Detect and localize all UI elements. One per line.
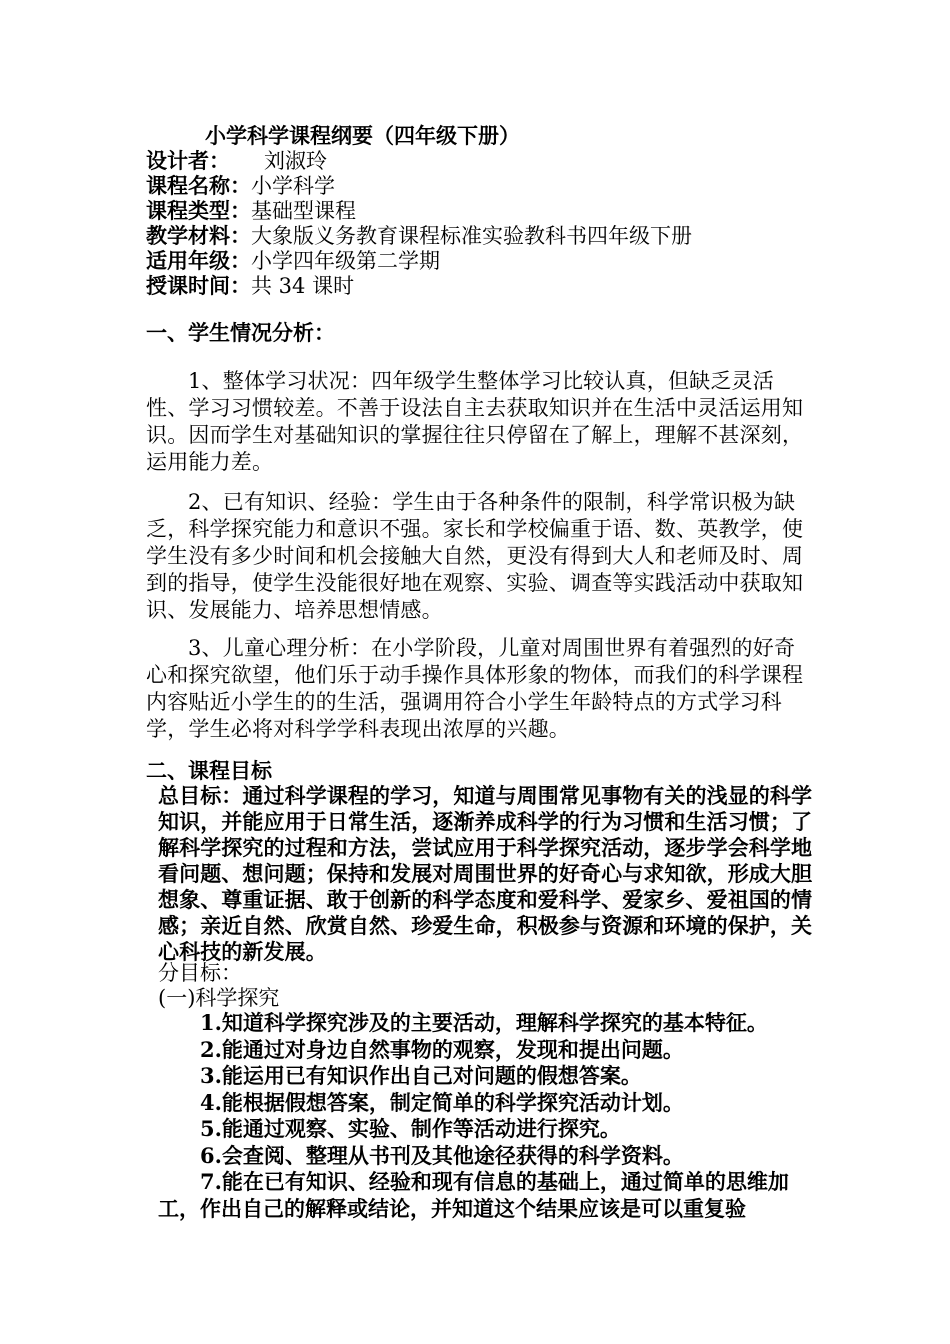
course-meta [146,148,846,298]
meta-value: 刘淑玲 [264,149,327,173]
list-item: 3.能运用已有知识作出自己对问题的假想答案。 [200,1063,642,1088]
meta-value: 小学四年级第二学期 [251,249,440,273]
meta-value: 基础型课程 [251,199,356,223]
meta-label: 课程名称： [146,173,251,198]
meta-hours [146,273,846,298]
meta-value: 小学科学 [251,174,335,198]
section-heading-course-goals: 二、课程目标 [146,758,272,783]
meta-course-name [146,173,846,198]
meta-label: 教学材料： [146,223,251,248]
meta-course-type [146,198,846,223]
meta-designer [146,148,846,173]
list-item: 5.能通过观察、实验、制作等活动进行探究。 [200,1116,621,1141]
meta-materials [146,223,846,248]
paragraph-overall-study: 1、整体学习状况：四年级学生整体学习比较认真，但缺乏灵活性、学习习惯较差。不善于设法自主去获取知识并在生活中灵活运用知识。因而学生对基础知识的掌握往往只停留在了解上，理解不甚深刻，运用能力差。 [146,369,804,474]
inquiry-goal-list [158,1010,818,1222]
section-heading-student-analysis: 一、学生情况分析： [146,320,335,345]
document-title: 小学科学课程纲要（四年级下册） [205,123,520,148]
list-item: 4.能根据假想答案，制定简单的科学探究活动计划。 [200,1089,684,1115]
meta-label: 课程类型： [146,198,251,223]
meta-label: 授课时间： [146,273,251,298]
general-goal: 总目标：通过科学课程的学习，知道与周围常见事物有关的浅显的科学知识，并能应用于日常生活，逐渐养成科学的行为习惯和生活习惯；了解科学探究的过程和方法，尝试应用于科学探究活动，逐步学会科学地看问题、想问题；保持和发展对周围世界的好奇心与求知欲，形成大胆想象、尊重证据、敢于创新的科学态度和爱科学、爱家乡、爱祖国的情感；亲近自然、欣赏自然、珍爱生命，积极参与资源和环境的保护，关心科技的新发展。 [158,783,813,964]
list-item: 1.知道科学探究涉及的主要活动，理解科学探究的基本特征。 [200,1010,768,1035]
list-item: 2.能通过对身边自然事物的观察，发现和提出问题。 [200,1036,684,1062]
meta-value: 大象版义务教育课程标准实验教科书四年级下册 [251,224,692,248]
meta-label: 适用年级： [146,248,251,273]
paragraph-child-psychology: 3、儿童心理分析：在小学阶段，儿童对周围世界有着强烈的好奇心和探究欲望，他们乐于动手操作具体形象的物体，而我们的科学课程内容贴近小学生的的生活，强调用符合小学生年龄特点的方式学习科学，学生必将对科学学科表现出浓厚的兴趣。 [146,636,804,741]
list-item: 6.会查阅、整理从书刊及其他途径获得的科学资料。 [200,1142,684,1168]
meta-value: 共 34 课时 [251,274,355,298]
subsection-science-inquiry: (一)科学探究 [158,986,280,1010]
sub-goal-label: 分目标： [158,961,242,985]
meta-grade [146,248,846,273]
meta-label: 设计者： [146,148,230,173]
list-item: 7.能在已有知识、经验和现有信息的基础上，通过简单的思维加工，作出自己的解释或结论，并知道这个结果应该是可以重复验 [158,1169,789,1221]
paragraph-prior-knowledge: 2、已有知识、经验：学生由于各种条件的限制，科学常识极为缺乏，科学探究能力和意识不强。家长和学校偏重于语、数、英教学，使学生没有多少时间和机会接触大自然，更没有得到大人和老师及时、周到的指导，使学生没能很好地在观察、实验、调查等实践活动中获取知识、发展能力、培养思想情感。 [146,490,804,622]
